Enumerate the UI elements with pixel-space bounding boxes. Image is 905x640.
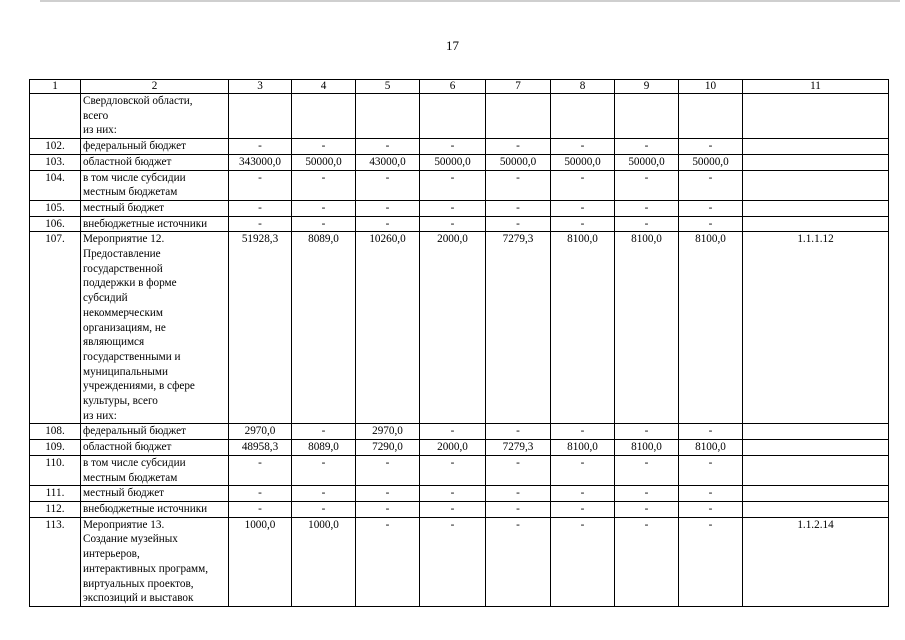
value-cell: - [615,216,679,232]
value-cell: - [420,517,486,606]
row-name-cell: федеральный бюджет [81,424,229,440]
row-number-cell: 105. [30,200,81,216]
row-name-cell: местный бюджет [81,200,229,216]
table-row [30,501,889,517]
value-cell: 2970,0 [229,424,292,440]
header-cell: 1 [30,80,81,94]
value-cell: - [551,139,615,155]
budget-table [29,79,889,607]
value-cell: 2000,0 [420,232,486,424]
value-cell: 50000,0 [551,154,615,170]
value-cell: 7290,0 [356,440,420,456]
value-cell: - [615,455,679,485]
value-cell: - [551,486,615,502]
value-cell: 1000,0 [229,517,292,606]
header-cell: 10 [679,80,743,94]
value-cell: - [615,424,679,440]
row-name-cell: в том числе субсидии местным бюджетам [81,170,229,200]
value-cell [229,94,292,139]
table-row [30,455,889,485]
row-name-cell: федеральный бюджет [81,139,229,155]
value-cell: - [356,517,420,606]
value-cell: 48958,3 [229,440,292,456]
value-cell: 7279,3 [486,232,551,424]
value-cell: - [551,501,615,517]
value-cell: - [486,139,551,155]
row-number-cell: 103. [30,154,81,170]
value-cell: - [420,424,486,440]
value-cell: - [229,486,292,502]
value-cell: 8089,0 [292,440,356,456]
value-cell: - [679,216,743,232]
row-number-cell: 104. [30,170,81,200]
header-cell: 8 [551,80,615,94]
row-name-cell: Мероприятие 12. Предоставление государственной поддержки в форме субсидий некоммерческим организациям, не являющимся государственными и муниципальными учреждениями, в сфере культуры, всего из них: [81,232,229,424]
value-cell [615,94,679,139]
value-cell: 51928,3 [229,232,292,424]
value-cell [486,94,551,139]
value-cell: - [486,455,551,485]
value-cell: 8089,0 [292,232,356,424]
row-name-cell: Свердловской области, всего из них: [81,94,229,139]
value-cell: - [229,501,292,517]
value-cell: 8100,0 [551,440,615,456]
row-number-cell: 107. [30,232,81,424]
table-row [30,94,889,139]
value-cell: - [551,455,615,485]
value-cell: 8100,0 [615,232,679,424]
value-cell: - [229,455,292,485]
value-cell: 2000,0 [420,440,486,456]
row-number-cell: 109. [30,440,81,456]
value-cell: 8100,0 [615,440,679,456]
row-number-cell: 112. [30,501,81,517]
value-cell: 50000,0 [486,154,551,170]
value-cell: - [292,486,356,502]
target-code-cell [743,501,889,517]
value-cell: - [292,501,356,517]
value-cell: - [356,139,420,155]
value-cell: 8100,0 [679,440,743,456]
value-cell: - [679,139,743,155]
target-code-cell [743,440,889,456]
table-row [30,486,889,502]
row-number-cell: 111. [30,486,81,502]
page-number: 17 [446,38,459,53]
value-cell: - [486,216,551,232]
value-cell: - [292,424,356,440]
value-cell: - [615,200,679,216]
target-code-cell [743,94,889,139]
value-cell: 50000,0 [615,154,679,170]
table-row [30,440,889,456]
row-number-cell: 113. [30,517,81,606]
target-code-cell [743,486,889,502]
value-cell: - [420,501,486,517]
value-cell [356,94,420,139]
value-cell: - [356,501,420,517]
value-cell: - [679,501,743,517]
value-cell: - [615,517,679,606]
value-cell [292,94,356,139]
value-cell: - [615,486,679,502]
value-cell: - [420,216,486,232]
value-cell: - [356,455,420,485]
value-cell: 8100,0 [551,232,615,424]
header-cell: 5 [356,80,420,94]
value-cell: - [229,216,292,232]
header-cell: 2 [81,80,229,94]
value-cell: - [420,139,486,155]
table-row [30,424,889,440]
row-name-cell: Мероприятие 13. Создание музейных интерьеров, интерактивных программ, виртуальных проектов, экспозиций и выставок [81,517,229,606]
value-cell: 50000,0 [420,154,486,170]
value-cell: 8100,0 [679,232,743,424]
value-cell: - [486,501,551,517]
value-cell: - [486,517,551,606]
value-cell: - [679,424,743,440]
header-cell: 11 [743,80,889,94]
row-name-cell: местный бюджет [81,486,229,502]
row-name-cell: в том числе субсидии местным бюджетам [81,455,229,485]
value-cell: - [420,170,486,200]
value-cell: 10260,0 [356,232,420,424]
value-cell: - [356,200,420,216]
table-row [30,170,889,200]
value-cell: - [292,200,356,216]
value-cell [420,94,486,139]
header-cell: 7 [486,80,551,94]
value-cell: - [486,200,551,216]
value-cell: - [679,170,743,200]
row-name-cell: внебюджетные источники [81,501,229,517]
table-row [30,139,889,155]
value-cell: - [679,486,743,502]
value-cell: - [420,486,486,502]
value-cell [551,94,615,139]
row-number-cell: 106. [30,216,81,232]
row-name-cell: областной бюджет [81,440,229,456]
target-code-cell [743,455,889,485]
value-cell: 43000,0 [356,154,420,170]
value-cell: 2970,0 [356,424,420,440]
value-cell: 7279,3 [486,440,551,456]
value-cell: - [356,216,420,232]
table-row [30,517,889,606]
value-cell: - [615,501,679,517]
value-cell: 343000,0 [229,154,292,170]
header-cell: 3 [229,80,292,94]
row-name-cell: областной бюджет [81,154,229,170]
value-cell: - [420,200,486,216]
row-number-cell: 102. [30,139,81,155]
target-code-cell [743,424,889,440]
value-cell: - [615,139,679,155]
value-cell: 50000,0 [292,154,356,170]
value-cell: - [229,170,292,200]
table-row [30,216,889,232]
header-cell: 4 [292,80,356,94]
table-header-row [30,80,889,94]
value-cell: - [229,200,292,216]
row-name-cell: внебюджетные источники [81,216,229,232]
value-cell: - [679,517,743,606]
row-number-cell [30,94,81,139]
target-code-cell [743,200,889,216]
value-cell: 1000,0 [292,517,356,606]
value-cell: - [292,170,356,200]
target-code-cell: 1.1.2.14 [743,517,889,606]
value-cell: - [292,139,356,155]
target-code-cell [743,139,889,155]
target-code-cell [743,154,889,170]
value-cell: - [356,486,420,502]
header-cell: 6 [420,80,486,94]
value-cell: - [551,216,615,232]
value-cell: - [486,170,551,200]
value-cell: - [551,200,615,216]
value-cell: - [551,170,615,200]
value-cell: 50000,0 [679,154,743,170]
value-cell: - [679,455,743,485]
value-cell: - [486,486,551,502]
table-row [30,154,889,170]
value-cell: - [486,424,551,440]
value-cell: - [420,455,486,485]
header-cell: 9 [615,80,679,94]
value-cell: - [551,517,615,606]
row-number-cell: 110. [30,455,81,485]
value-cell: - [615,170,679,200]
value-cell [679,94,743,139]
value-cell: - [292,455,356,485]
table-row [30,232,889,424]
target-code-cell [743,216,889,232]
target-code-cell: 1.1.1.12 [743,232,889,424]
top-edge-line [40,0,900,2]
value-cell: - [229,139,292,155]
value-cell: - [356,170,420,200]
table-row [30,200,889,216]
row-number-cell: 108. [30,424,81,440]
value-cell: - [679,200,743,216]
value-cell: - [292,216,356,232]
target-code-cell [743,170,889,200]
value-cell: - [551,424,615,440]
